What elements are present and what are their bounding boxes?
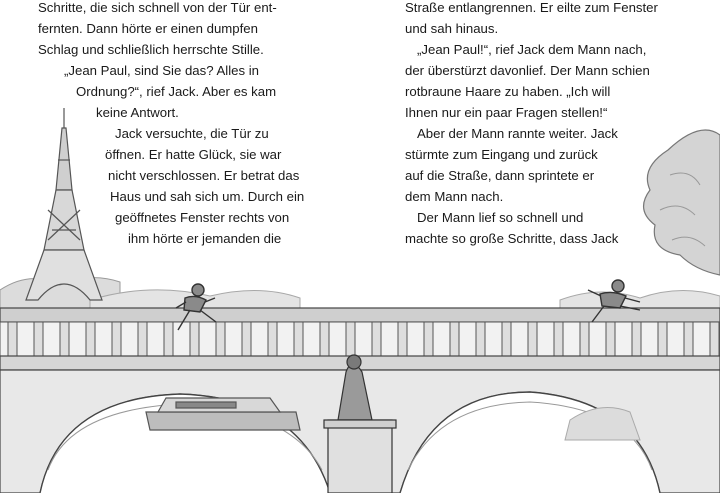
right-text-line: der überstürzt davonlief. Der Mann schien xyxy=(405,63,650,78)
left-text-line: Jack versuchte, die Tür zu xyxy=(115,126,269,141)
right-text-line: Straße entlangrennen. Er eilte zum Fenster xyxy=(405,0,658,15)
right-text-line: Aber der Mann rannte weiter. Jack xyxy=(417,126,618,141)
left-text-line: „Jean Paul, sind Sie das? Alles in xyxy=(64,63,259,78)
right-text-line: machte so große Schritte, dass Jack xyxy=(405,231,619,246)
eiffel-tower-drawing xyxy=(26,108,102,300)
left-text-line: fernten. Dann hörte er einen dumpfen xyxy=(38,21,258,36)
left-text-line: Schritte, die sich schnell von der Tür ent- xyxy=(38,0,277,15)
right-text-line: auf die Straße, dann sprintete er xyxy=(405,168,595,183)
right-tree-drawing xyxy=(644,130,720,275)
right-text-line: stürmte zum Eingang und zurück xyxy=(405,147,598,162)
right-text-line: rotbraune Haare zu haben. „Ich will xyxy=(405,84,611,99)
left-text-line: Haus und sah sich um. Durch ein xyxy=(110,189,305,204)
right-text-line: dem Mann nach. xyxy=(405,189,504,204)
right-text-line: und sah hinaus. xyxy=(405,21,499,36)
left-text-line: ihm hörte er jemanden die xyxy=(128,231,282,246)
left-text-line: Ordnung?“, rief Jack. Aber es kam xyxy=(76,84,277,99)
left-text-line: keine Antwort. xyxy=(96,105,179,120)
left-text-line: geöffnetes Fenster rechts von xyxy=(115,210,290,225)
right-text-line: Ihnen nur ein paar Fragen stellen!“ xyxy=(405,105,608,120)
right-text-line: Der Mann lief so schnell und xyxy=(417,210,584,225)
left-text-line: öffnen. Er hatte Glück, sie war xyxy=(105,147,282,162)
right-text-line: „Jean Paul!“, rief Jack dem Mann nach, xyxy=(417,42,647,57)
left-text-line: Schlag und schließlich herrschte Stille. xyxy=(38,42,264,57)
left-text-line: nicht verschlossen. Er betrat das xyxy=(108,168,300,183)
